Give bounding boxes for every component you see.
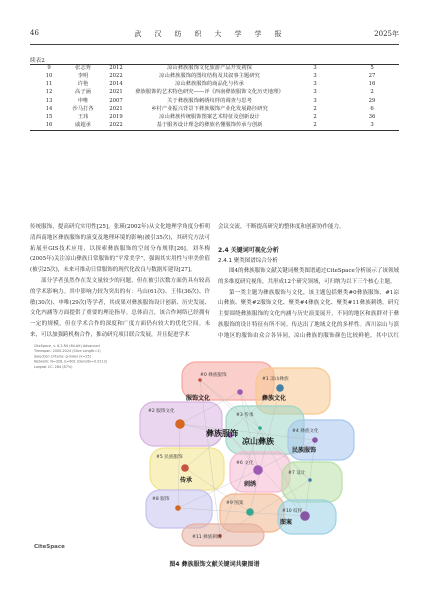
table-cell: 基于服务设计理念的彝族名懂服饰传承与创新 — [156, 121, 263, 128]
keyword-label: 传承 — [180, 477, 193, 484]
table-cell: 2 — [313, 105, 317, 112]
table-cell: 关于彝族服饰刺绣纹样的调查与思考 — [167, 97, 252, 104]
table-cell: 14 — [45, 105, 53, 112]
table-cell: 5 — [370, 65, 374, 72]
keyword-node — [312, 437, 318, 443]
table-cell: 2 — [313, 113, 317, 120]
cluster-label: #2 服饰文化 — [148, 409, 175, 414]
table-cell: 申唯 — [77, 97, 89, 104]
cluster-label: #5 民族服饰 — [156, 455, 183, 460]
table-cell: 27 — [368, 73, 376, 79]
cluster-label: #8 服饰 — [152, 497, 170, 502]
keyword-node — [237, 389, 243, 395]
keyword-node — [175, 505, 181, 511]
cluster-label: #1 凉山彝族 — [262, 377, 289, 382]
section-heading-2-4: 2.4 关键词可视化分析 — [218, 247, 279, 254]
table-cell: 凉山彝族服饰的图纹结构及其叙事主题研究 — [159, 73, 260, 79]
table-cell: 3 — [313, 81, 317, 88]
paragraph: 会议交流，不断提高研究的整体度和创新协作能力。 — [218, 224, 345, 230]
table-cell: 李明 — [77, 73, 89, 79]
table-cell: 2 — [313, 121, 317, 128]
table-cell: 16 — [368, 81, 376, 88]
keyword-label: 民族服饰 — [292, 447, 317, 454]
cluster-label: #4 彝族文化 — [292, 429, 319, 434]
table-cell: 许艳 — [77, 81, 89, 88]
keyword-label: 彝族服饰 — [206, 429, 238, 438]
keyword-node — [258, 426, 262, 430]
table-row — [30, 114, 399, 122]
paragraph: 第一类主题为彝族服饰与文化，该主题包括聚类#0彝族服饰、#1凉山彝族、聚类#2服饰文化、聚类#4彝族文化、聚类#11彝族刺绣。研究主要围绕彝族服饰的文化内涵与历史演变展开，不同的地区和族群对于彝族服饰的设计特征有所不同。传达出了地域文化的多样性。西川凉山与滇中地区的服饰由众合各异同，凉山彝族的服饰颜色比较鲜艳，其中以红 — [218, 289, 399, 339]
table-row — [30, 65, 399, 73]
table-cell: 2 — [370, 89, 374, 96]
journal-year: 2025年 — [374, 30, 399, 38]
paragraph: 图4的彝族服饰文献关键词聚类图谱通过CiteSpace分析展示了该领域的多维度研究视角，共形成12个研究领域，可归纳为以下三个核心主题。 — [218, 268, 399, 285]
cluster-area — [288, 420, 354, 460]
cluster-network-graphic — [30, 340, 399, 555]
table-cell: 3 — [370, 121, 374, 128]
keyword-node — [276, 384, 284, 392]
keyword-node — [253, 465, 263, 475]
journal-title: 武汉纺织大学学报 — [134, 30, 295, 38]
table-cell: 9 — [47, 65, 51, 72]
keyword-label: 彝族文化 — [262, 395, 287, 402]
table-cell: 2014 — [109, 81, 123, 88]
table-cell: 29 — [368, 97, 376, 104]
table-cell: 戚超承 — [75, 121, 91, 128]
keyword-node — [308, 478, 312, 482]
table-cell: 彝族服饰的艺术特色研究——评《西南彝族服饰文化历史地理》 — [135, 89, 284, 96]
table-cell: 2021 — [109, 89, 123, 96]
figure-meta-line: CiteSpace, v. 6.2.R4 (64-bit) Advanced — [34, 344, 100, 348]
keyword-label: 图案 — [280, 519, 293, 526]
table-cell: 2012 — [109, 65, 123, 72]
table-cell: 凉山彝族服饰文化旅游产品开发初探 — [167, 65, 252, 72]
table-cell: 6 — [370, 105, 374, 112]
table-row — [30, 97, 399, 105]
table-row — [30, 81, 399, 89]
table-row — [30, 73, 399, 81]
header-rule — [30, 44, 399, 45]
table-row — [30, 89, 399, 97]
figure-caption: 图4 彝族服饰文献关键词共聚图谱 — [169, 561, 260, 568]
table-cell: 3 — [313, 73, 317, 79]
table-cell: 10 — [45, 73, 53, 79]
cluster-label: #7 设计 — [288, 471, 306, 476]
table-continued-label: 续表2 — [30, 58, 45, 64]
table-cell: 3 — [313, 65, 317, 72]
table-2-continued — [30, 64, 399, 131]
table-cell: 2007 — [109, 97, 123, 104]
table-cell: 15 — [45, 113, 53, 120]
figure-4-cluster-map — [30, 340, 399, 555]
figure-meta-line: Network: N=326, E=601 (Density=0.0113) — [34, 359, 108, 364]
table-cell: 2022 — [109, 121, 123, 128]
keyword-label: 凉山彝族 — [242, 437, 274, 446]
cluster-label: #10 纹样 — [282, 509, 303, 514]
table-cell: 13 — [45, 97, 53, 104]
table-cell: 沙马打各 — [72, 105, 94, 112]
keyword-label: 刺绣 — [244, 481, 257, 488]
keyword-node — [175, 419, 185, 429]
table-cell: 2021 — [109, 105, 123, 112]
cluster-label: #9 图案 — [226, 501, 244, 506]
table-row — [30, 122, 399, 130]
paragraph: 传统服饰，提高研究实用性[25]。张瑛(2002年)从文化地理学角度分析明清西南地区彝族服饰的演变及地理环境的影响(被引35次)，其研究方法可拓展至GIS技术应用，以探索彝族服饰的空间分布规律[26]。刘冬梅(2005年)关注凉山彝族日常服饰的“平常美学”，强调其实用性与审美价值(被引25次)，未来可推动日常服饰的现代化改良与数据库建设[27]。 — [30, 224, 210, 274]
table-cell: 张志秀 — [75, 65, 91, 72]
table-cell: 2019 — [109, 113, 123, 120]
table-cell: 高子涵 — [75, 89, 91, 96]
citespace-logo: CiteSpace — [34, 544, 65, 550]
keyword-node — [246, 508, 254, 516]
table-cell: 11 — [45, 81, 53, 88]
cluster-label: #0 彝族服饰 — [200, 373, 227, 378]
table-cell: 2022 — [109, 73, 123, 79]
table-cell: 16 — [45, 121, 53, 128]
left-column-text — [30, 222, 210, 336]
right-column-text — [218, 266, 399, 338]
keyword-label: 服饰文化 — [186, 395, 211, 402]
table-cell: 凉山彝族传统服饰图案艺术特征及创新设计 — [159, 113, 260, 120]
table-cell: 王玮 — [77, 113, 89, 120]
cluster-area — [282, 462, 342, 502]
table-cell: 凉山彝族服饰的商品化与传承 — [175, 81, 244, 88]
paragraph: 部分学者虽然作在发文量较少的问题，但在被引次数方面仍具有较高的学术影响力。其中影响力较为突出的有：马山(61次)、王伟(36次)、许敏(30次)、申唯(29次)等学者，其成果对彝族服饰设计创新、历史发展、文化内涵等方面提供了重要的理论指导。总体而言，该合作网络已经拥有一定的规模，但在学术合作的深度和广度方面仍有较大的优化空间。未来，可以加强跨机构合作，推动研究项目联合发展，并且促进学术 — [30, 277, 210, 338]
subsection-heading-2-4-1: 2.4.1 聚类图谱综合分析 — [218, 258, 278, 264]
cluster-label: #3 传承 — [236, 413, 254, 418]
figure-meta-line: Selection Criteria: g-index (k=25) — [34, 354, 91, 359]
right-column-text-top — [218, 222, 399, 244]
cluster-label: #11 彝族刺绣 — [192, 535, 222, 540]
table-cell: 3 — [313, 97, 317, 104]
figure-meta-line: Largest CC: 284 (87%) — [34, 364, 73, 369]
figure-meta-line: Timespan: 2000-2024 (Slice Length=1) — [34, 349, 101, 354]
table-cell: 3 — [313, 89, 317, 96]
keyword-node — [181, 464, 189, 472]
keyword-node — [198, 378, 202, 382]
page-number: 46 — [30, 29, 39, 37]
table-row — [30, 105, 399, 113]
table-cell: 36 — [368, 113, 376, 120]
table-cell: 乡村产业振兴背景下彝族服饰产业化发展路径研究 — [151, 105, 268, 112]
cluster-label: #6 文化 — [236, 461, 254, 466]
table-cell: 12 — [45, 89, 53, 96]
